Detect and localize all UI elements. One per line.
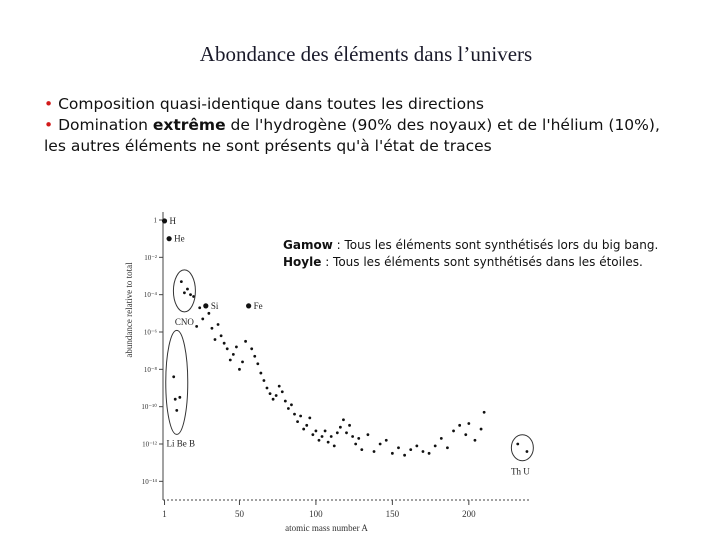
y-tick-label: 10⁻⁶	[143, 328, 157, 337]
x-tick-label: 150	[385, 509, 400, 519]
data-point	[415, 444, 418, 447]
data-point	[351, 435, 354, 438]
data-point	[339, 426, 342, 429]
group-label: Th U	[510, 466, 530, 477]
y-tick-label: 10⁻¹⁴	[141, 477, 157, 486]
data-point	[238, 368, 241, 371]
y-axis-label: abundance relative to total	[124, 262, 134, 358]
group-ellipse	[173, 270, 195, 312]
data-point	[483, 411, 486, 414]
data-point	[241, 360, 244, 363]
group-label: Li Be B	[166, 438, 196, 449]
data-point	[183, 291, 186, 294]
data-point	[250, 347, 253, 350]
data-point	[198, 306, 201, 309]
data-point	[397, 446, 400, 449]
data-point	[480, 428, 483, 431]
data-point	[302, 428, 305, 431]
data-point	[428, 452, 431, 455]
annotation-hoyle	[283, 254, 713, 271]
element-label: Fe	[253, 300, 263, 311]
data-point	[422, 450, 425, 453]
y-tick-label: 1	[153, 216, 157, 225]
y-tick-label: 10⁻⁸	[143, 365, 157, 374]
data-point	[324, 430, 327, 433]
data-point	[217, 323, 220, 326]
group-ellipse	[166, 330, 188, 434]
data-point	[403, 454, 406, 457]
data-point	[446, 446, 449, 449]
data-point	[220, 334, 223, 337]
data-point	[305, 424, 308, 427]
data-point	[330, 435, 333, 438]
data-point	[360, 448, 363, 451]
annotation-text: : Tous les éléments sont synthétisés dans les étoiles.	[321, 255, 643, 269]
bullet-text: Composition quasi-identique dans toutes les directions	[58, 95, 484, 113]
bullet-text-pre: Domination	[58, 116, 153, 134]
data-point	[409, 448, 412, 451]
annotation-name: Gamow	[283, 238, 333, 252]
data-point	[180, 280, 183, 283]
bullet-text-post: de l'hydrogène (90% des noyaux) et de l'hélium (10%),	[225, 116, 660, 134]
data-point	[345, 431, 348, 434]
data-point	[299, 415, 302, 418]
bullet-dot: •	[44, 95, 54, 113]
data-point	[278, 385, 281, 388]
data-point	[458, 424, 461, 427]
annotation-name: Hoyle	[283, 255, 322, 269]
data-point	[357, 437, 360, 440]
data-point	[296, 420, 299, 423]
data-point	[232, 353, 235, 356]
data-point	[269, 392, 272, 395]
y-tick-label: 10⁻⁴	[143, 291, 157, 300]
data-point	[440, 437, 443, 440]
bullet-dot: •	[44, 116, 54, 134]
data-point	[201, 318, 204, 321]
data-point	[526, 450, 529, 453]
data-point	[342, 418, 345, 421]
data-point	[287, 407, 290, 410]
data-point	[474, 439, 477, 442]
data-point	[333, 444, 336, 447]
annotation-gamow	[283, 237, 713, 254]
data-point	[223, 342, 226, 345]
data-point	[367, 433, 370, 436]
data-point	[263, 379, 266, 382]
data-point	[207, 312, 210, 315]
data-point	[308, 416, 311, 419]
data-point	[293, 413, 296, 416]
x-tick-label: 50	[234, 509, 244, 519]
data-point	[186, 288, 189, 291]
data-point	[452, 430, 455, 433]
data-point	[373, 450, 376, 453]
data-point	[327, 441, 330, 444]
labeled-point	[167, 236, 172, 241]
bullet-continuation: les autres éléments ne sont présents qu'à l'état de traces	[44, 137, 492, 155]
data-point	[211, 327, 214, 330]
x-axis-label: atomic mass number A	[285, 523, 368, 533]
annotation-text: : Tous les éléments sont synthétisés lors du big bang.	[332, 238, 659, 252]
data-point	[175, 409, 178, 412]
data-point	[281, 390, 284, 393]
x-tick-label: 200	[462, 509, 476, 519]
labeled-point	[162, 218, 167, 223]
y-tick-label: 10⁻²	[144, 253, 157, 262]
data-point	[290, 403, 293, 406]
data-point	[229, 359, 232, 362]
data-point	[379, 443, 382, 446]
slide-title: Abondance des éléments dans l’univers	[199, 42, 533, 66]
data-point	[354, 443, 357, 446]
data-point	[253, 355, 256, 358]
data-point	[318, 439, 321, 442]
data-point	[315, 430, 318, 433]
data-point	[259, 372, 262, 375]
data-point	[321, 435, 324, 438]
data-point	[214, 338, 217, 341]
element-label: Si	[210, 300, 219, 311]
y-tick-label: 10⁻¹²	[142, 440, 157, 449]
data-point	[172, 375, 175, 378]
x-tick-label: 100	[309, 509, 323, 519]
data-point	[174, 398, 177, 401]
data-point	[178, 396, 181, 399]
data-point	[272, 398, 275, 401]
data-point	[266, 387, 269, 390]
y-tick-label: 10⁻¹⁰	[141, 403, 157, 412]
element-label: H	[169, 215, 177, 226]
data-point	[467, 422, 470, 425]
data-point	[516, 443, 519, 446]
data-point	[434, 444, 437, 447]
data-point	[385, 439, 388, 442]
bullet-text-bold: extrême	[152, 116, 226, 134]
labeled-point	[203, 303, 208, 308]
data-point	[391, 452, 394, 455]
data-point	[235, 346, 238, 349]
data-point	[336, 431, 339, 434]
data-point	[464, 433, 467, 436]
data-point	[284, 400, 287, 403]
theory-annotations	[283, 237, 713, 271]
element-label: He	[174, 233, 185, 244]
data-point	[348, 424, 351, 427]
data-point	[275, 394, 278, 397]
data-point	[311, 433, 314, 436]
data-point	[256, 362, 259, 365]
data-point	[189, 293, 192, 296]
group-ellipse	[511, 435, 533, 461]
data-point	[226, 347, 229, 350]
data-point	[195, 325, 198, 328]
x-tick-label: 1	[162, 509, 167, 519]
group-label: CNO	[174, 316, 194, 327]
labeled-point	[246, 303, 251, 308]
data-point	[244, 340, 247, 343]
